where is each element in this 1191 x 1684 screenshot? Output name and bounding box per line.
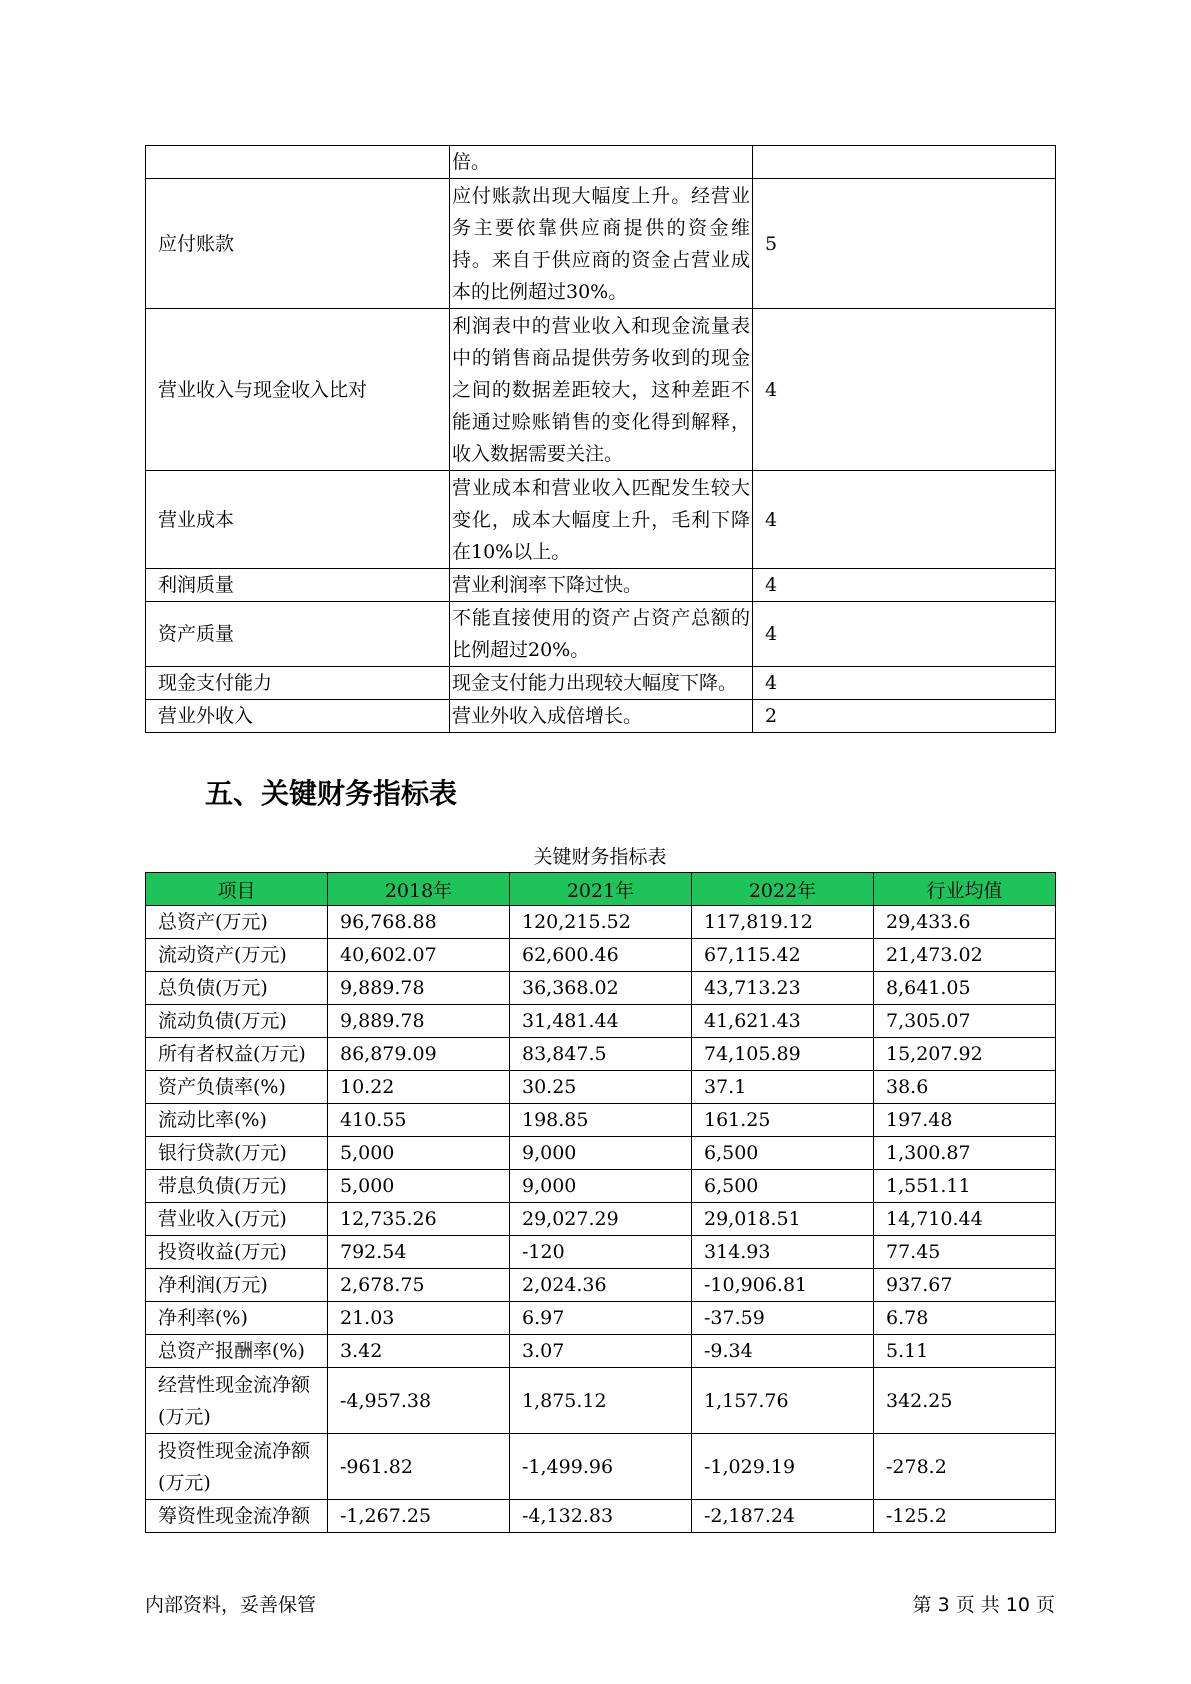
risk-desc-cell: 营业外收入成倍增长。 bbox=[450, 700, 753, 733]
industry-average-cell: 5.11 bbox=[874, 1335, 1056, 1368]
value-2022-cell: 6,500 bbox=[692, 1137, 874, 1170]
value-2022-cell: -1,029.19 bbox=[692, 1434, 874, 1500]
value-2022-cell: 1,157.76 bbox=[692, 1368, 874, 1434]
risk-item-cell: 营业成本 bbox=[146, 471, 450, 569]
table-row bbox=[146, 1170, 1056, 1203]
value-2021-cell: -1,499.96 bbox=[510, 1434, 692, 1500]
table-row bbox=[146, 1368, 1056, 1434]
value-2022-cell: -9.34 bbox=[692, 1335, 874, 1368]
table-row bbox=[146, 939, 1056, 972]
column-header: 2021年 bbox=[510, 873, 692, 906]
industry-average-cell: 77.45 bbox=[874, 1236, 1056, 1269]
risk-item-cell: 营业外收入 bbox=[146, 700, 450, 733]
risk-score-cell: 4 bbox=[753, 667, 1056, 700]
table-row bbox=[146, 906, 1056, 939]
value-2018-cell: 9,889.78 bbox=[328, 972, 510, 1005]
industry-average-cell: 1,300.87 bbox=[874, 1137, 1056, 1170]
risk-score-cell: 2 bbox=[753, 700, 1056, 733]
industry-average-cell: 14,710.44 bbox=[874, 1203, 1056, 1236]
indicator-name-cell: 流动比率(%) bbox=[146, 1104, 328, 1137]
industry-average-cell: 937.67 bbox=[874, 1269, 1056, 1302]
value-2021-cell: 30.25 bbox=[510, 1071, 692, 1104]
value-2022-cell: 67,115.42 bbox=[692, 939, 874, 972]
industry-average-cell: 21,473.02 bbox=[874, 939, 1056, 972]
indicator-name-cell: 投资收益(万元) bbox=[146, 1236, 328, 1269]
table-row bbox=[146, 569, 1056, 602]
industry-average-cell: 15,207.92 bbox=[874, 1038, 1056, 1071]
risk-score-cell: 4 bbox=[753, 569, 1056, 602]
industry-average-cell: 7,305.07 bbox=[874, 1005, 1056, 1038]
risk-item-cell: 利润质量 bbox=[146, 569, 450, 602]
value-2018-cell: 5,000 bbox=[328, 1137, 510, 1170]
value-2021-cell: 83,847.5 bbox=[510, 1038, 692, 1071]
table-header-row bbox=[146, 873, 1056, 906]
risk-item-cell bbox=[146, 146, 450, 179]
value-2018-cell: 2,678.75 bbox=[328, 1269, 510, 1302]
value-2022-cell: 37.1 bbox=[692, 1071, 874, 1104]
column-header: 行业均值 bbox=[874, 873, 1056, 906]
table-row bbox=[146, 700, 1056, 733]
table-row bbox=[146, 1302, 1056, 1335]
indicator-name-cell: 银行贷款(万元) bbox=[146, 1137, 328, 1170]
risk-desc-cell: 现金支付能力出现较大幅度下降。 bbox=[450, 667, 753, 700]
risk-score-cell: 4 bbox=[753, 309, 1056, 471]
table-row bbox=[146, 179, 1056, 309]
risk-desc-cell: 应付账款出现大幅度上升。经营业务主要依靠供应商提供的资金维持。来自于供应商的资金占营业成本的比例超过30%。 bbox=[450, 179, 753, 309]
indicator-name-cell: 流动资产(万元) bbox=[146, 939, 328, 972]
value-2022-cell: -2,187.24 bbox=[692, 1500, 874, 1533]
table-row bbox=[146, 471, 1056, 569]
risk-item-cell: 资产质量 bbox=[146, 602, 450, 667]
table-row bbox=[146, 146, 1056, 179]
value-2018-cell: 21.03 bbox=[328, 1302, 510, 1335]
value-2021-cell: 2,024.36 bbox=[510, 1269, 692, 1302]
table-row bbox=[146, 1203, 1056, 1236]
value-2022-cell: 6,500 bbox=[692, 1170, 874, 1203]
industry-average-cell: 38.6 bbox=[874, 1071, 1056, 1104]
value-2021-cell: 9,000 bbox=[510, 1137, 692, 1170]
risk-score-cell: 4 bbox=[753, 602, 1056, 667]
value-2021-cell: 36,368.02 bbox=[510, 972, 692, 1005]
indicator-name-cell: 投资性现金流净额(万元) bbox=[146, 1434, 328, 1500]
value-2018-cell: 792.54 bbox=[328, 1236, 510, 1269]
value-2018-cell: 96,768.88 bbox=[328, 906, 510, 939]
table-row bbox=[146, 1269, 1056, 1302]
value-2022-cell: 117,819.12 bbox=[692, 906, 874, 939]
indicator-name-cell: 总资产报酬率(%) bbox=[146, 1335, 328, 1368]
indicator-name-cell: 所有者权益(万元) bbox=[146, 1038, 328, 1071]
value-2022-cell: -37.59 bbox=[692, 1302, 874, 1335]
table-row bbox=[146, 602, 1056, 667]
indicator-name-cell: 总资产(万元) bbox=[146, 906, 328, 939]
risk-item-cell: 营业收入与现金收入比对 bbox=[146, 309, 450, 471]
section-heading: 五、关键财务指标表 bbox=[205, 777, 458, 810]
industry-average-cell: 6.78 bbox=[874, 1302, 1056, 1335]
indicator-name-cell: 带息负债(万元) bbox=[146, 1170, 328, 1203]
industry-average-cell: 342.25 bbox=[874, 1368, 1056, 1434]
indicator-name-cell: 流动负债(万元) bbox=[146, 1005, 328, 1038]
indicator-name-cell: 营业收入(万元) bbox=[146, 1203, 328, 1236]
industry-average-cell: 197.48 bbox=[874, 1104, 1056, 1137]
value-2021-cell: -4,132.83 bbox=[510, 1500, 692, 1533]
table-row bbox=[146, 1038, 1056, 1071]
indicator-name-cell: 筹资性现金流净额 bbox=[146, 1500, 328, 1533]
value-2021-cell: 9,000 bbox=[510, 1170, 692, 1203]
industry-average-cell: 29,433.6 bbox=[874, 906, 1056, 939]
page-number: 第 3 页 共 10 页 bbox=[912, 1594, 1055, 1616]
indicator-name-cell: 经营性现金流净额(万元) bbox=[146, 1368, 328, 1434]
value-2018-cell: 410.55 bbox=[328, 1104, 510, 1137]
risk-item-cell: 现金支付能力 bbox=[146, 667, 450, 700]
table-row bbox=[146, 1071, 1056, 1104]
indicator-name-cell: 净利润(万元) bbox=[146, 1269, 328, 1302]
table-caption: 关键财务指标表 bbox=[533, 846, 667, 868]
industry-average-cell: 1,551.11 bbox=[874, 1170, 1056, 1203]
industry-average-cell: -125.2 bbox=[874, 1500, 1056, 1533]
risk-desc-cell: 利润表中的营业收入和现金流量表中的销售商品提供劳务收到的现金之间的数据差距较大，这种差距不能通过赊账销售的变化得到解释，收入数据需要关注。 bbox=[450, 309, 753, 471]
value-2022-cell: 43,713.23 bbox=[692, 972, 874, 1005]
value-2018-cell: 12,735.26 bbox=[328, 1203, 510, 1236]
table-row bbox=[146, 667, 1056, 700]
column-header: 2018年 bbox=[328, 873, 510, 906]
indicator-name-cell: 资产负债率(%) bbox=[146, 1071, 328, 1104]
value-2018-cell: 9,889.78 bbox=[328, 1005, 510, 1038]
table-row bbox=[146, 1137, 1056, 1170]
value-2018-cell: 40,602.07 bbox=[328, 939, 510, 972]
value-2022-cell: -10,906.81 bbox=[692, 1269, 874, 1302]
table-row bbox=[146, 1104, 1056, 1137]
value-2018-cell: 5,000 bbox=[328, 1170, 510, 1203]
value-2018-cell: 3.42 bbox=[328, 1335, 510, 1368]
risk-score-cell bbox=[753, 146, 1056, 179]
table-row bbox=[146, 1434, 1056, 1500]
value-2021-cell: 62,600.46 bbox=[510, 939, 692, 972]
table-row bbox=[146, 1005, 1056, 1038]
value-2022-cell: 29,018.51 bbox=[692, 1203, 874, 1236]
risk-indicator-table bbox=[145, 145, 1056, 733]
indicator-name-cell: 总负债(万元) bbox=[146, 972, 328, 1005]
value-2021-cell: 29,027.29 bbox=[510, 1203, 692, 1236]
table-row bbox=[146, 972, 1056, 1005]
column-header: 2022年 bbox=[692, 873, 874, 906]
financial-indicator-table bbox=[145, 872, 1056, 1533]
risk-item-cell: 应付账款 bbox=[146, 179, 450, 309]
value-2018-cell: -1,267.25 bbox=[328, 1500, 510, 1533]
risk-desc-cell: 营业成本和营业收入匹配发生较大变化，成本大幅度上升，毛利下降在10%以上。 bbox=[450, 471, 753, 569]
value-2018-cell: 86,879.09 bbox=[328, 1038, 510, 1071]
risk-desc-cell: 倍。 bbox=[450, 146, 753, 179]
value-2018-cell: -4,957.38 bbox=[328, 1368, 510, 1434]
table-row bbox=[146, 309, 1056, 471]
table-row bbox=[146, 1500, 1056, 1533]
risk-desc-cell: 营业利润率下降过快。 bbox=[450, 569, 753, 602]
table-row bbox=[146, 1236, 1056, 1269]
value-2018-cell: 10.22 bbox=[328, 1071, 510, 1104]
value-2022-cell: 161.25 bbox=[692, 1104, 874, 1137]
industry-average-cell: 8,641.05 bbox=[874, 972, 1056, 1005]
value-2021-cell: 3.07 bbox=[510, 1335, 692, 1368]
value-2022-cell: 41,621.43 bbox=[692, 1005, 874, 1038]
industry-average-cell: -278.2 bbox=[874, 1434, 1056, 1500]
value-2021-cell: 120,215.52 bbox=[510, 906, 692, 939]
value-2021-cell: 31,481.44 bbox=[510, 1005, 692, 1038]
value-2021-cell: 198.85 bbox=[510, 1104, 692, 1137]
value-2021-cell: -120 bbox=[510, 1236, 692, 1269]
risk-score-cell: 5 bbox=[753, 179, 1056, 309]
value-2021-cell: 6.97 bbox=[510, 1302, 692, 1335]
table-row bbox=[146, 1335, 1056, 1368]
column-header: 项目 bbox=[146, 873, 328, 906]
value-2022-cell: 314.93 bbox=[692, 1236, 874, 1269]
value-2022-cell: 74,105.89 bbox=[692, 1038, 874, 1071]
confidentiality-note: 内部资料，妥善保管 bbox=[145, 1594, 317, 1616]
risk-score-cell: 4 bbox=[753, 471, 1056, 569]
value-2021-cell: 1,875.12 bbox=[510, 1368, 692, 1434]
value-2018-cell: -961.82 bbox=[328, 1434, 510, 1500]
indicator-name-cell: 净利率(%) bbox=[146, 1302, 328, 1335]
financial-table-body bbox=[146, 906, 1056, 1533]
risk-desc-cell: 不能直接使用的资产占资产总额的比例超过20%。 bbox=[450, 602, 753, 667]
